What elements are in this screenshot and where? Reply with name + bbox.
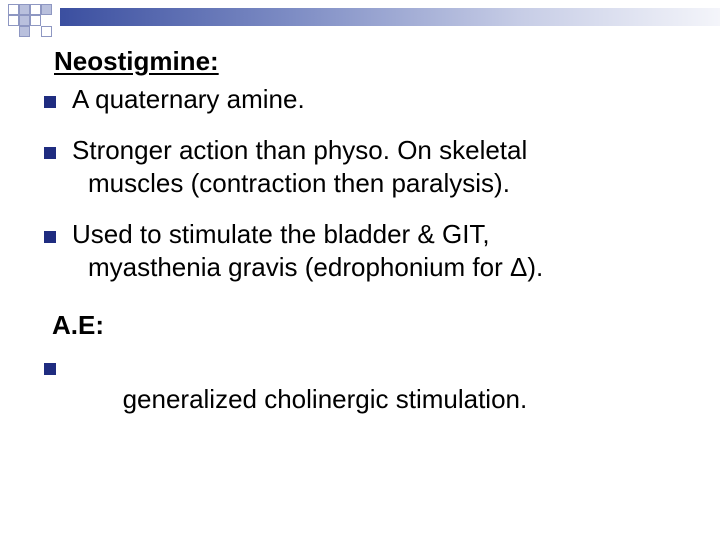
square-bullet-icon	[44, 147, 56, 159]
header-band	[0, 0, 720, 44]
decor-square	[30, 15, 41, 26]
square-bullet-icon	[44, 363, 56, 375]
bullet-text	[72, 83, 305, 116]
decor-square	[8, 15, 19, 26]
square-bullet-icon	[44, 96, 56, 108]
decor-square	[8, 4, 19, 15]
bullet-text	[72, 134, 527, 200]
slide-heading: Neostigmine:	[54, 46, 219, 76]
bullet-line: Stronger action than physo. On skeletal	[72, 135, 528, 165]
square-bullet-icon	[44, 231, 56, 243]
bullet-continuation-line: myasthenia gravis (edrophonium for Δ).	[88, 252, 544, 282]
bullet-text	[72, 350, 527, 449]
decor-square	[19, 26, 30, 37]
decor-square	[19, 15, 30, 26]
decor-square	[19, 4, 30, 15]
adverse-effects-heading: A.E:	[52, 310, 104, 340]
bullet-line: generalized cholinergic stimulation.	[115, 384, 528, 414]
bullet-line: Used to stimulate the bladder & GIT,	[72, 219, 490, 249]
bullet-continuation-line: muscles (contraction then paralysis).	[88, 168, 510, 198]
bullet-text	[72, 218, 543, 284]
decor-square	[30, 4, 41, 15]
decor-square	[41, 4, 52, 15]
bullet-line: A quaternary amine.	[72, 84, 305, 114]
header-gradient-bar	[60, 8, 720, 26]
decor-square	[41, 26, 52, 37]
